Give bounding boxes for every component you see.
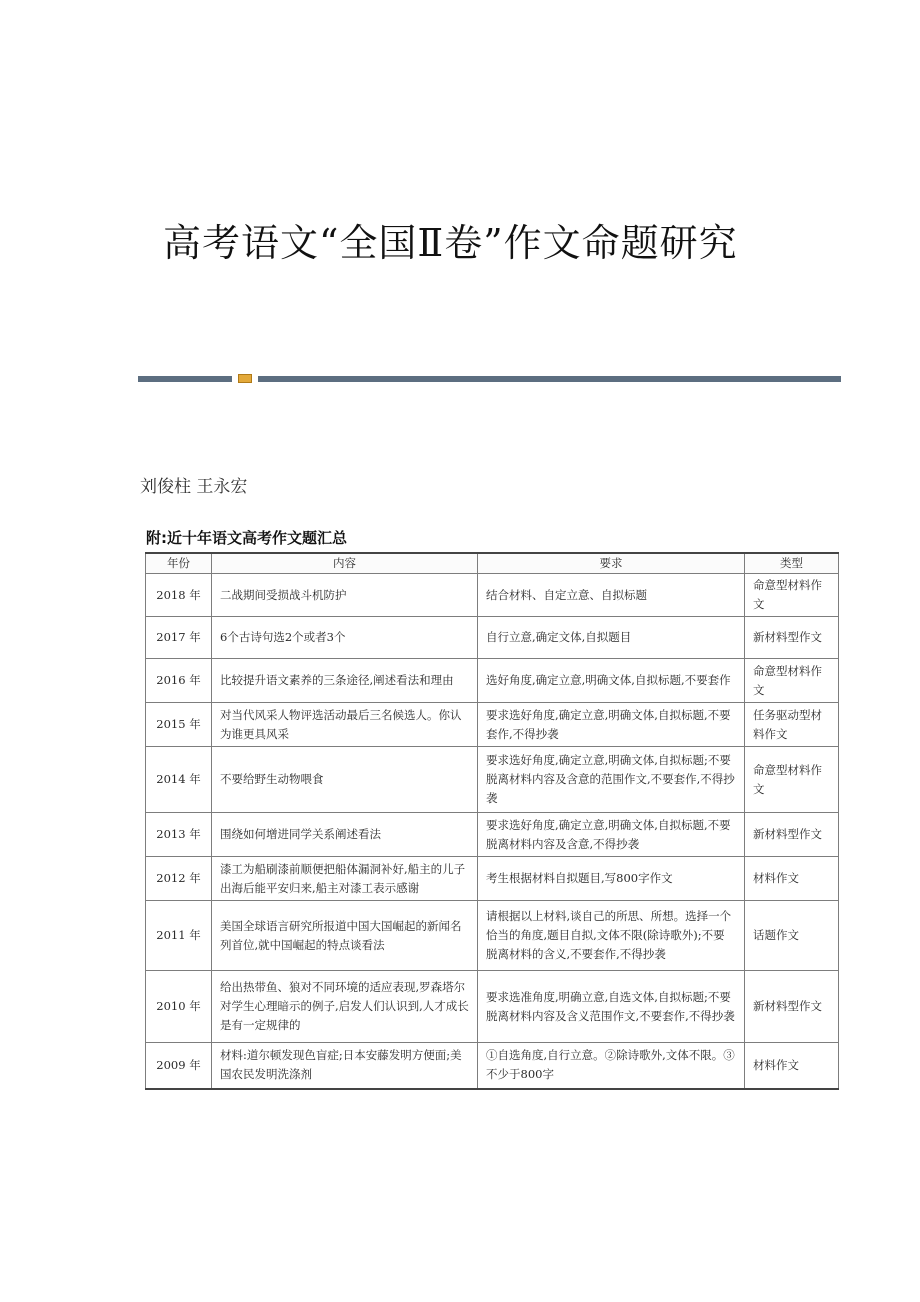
cell-type: 命意型材料作文 — [745, 574, 839, 617]
cell-requirement: 结合材料、自定立意、自拟标题 — [478, 574, 745, 617]
cell-content: 对当代风采人物评选活动最后三名候选人。你认为谁更具风采 — [212, 703, 478, 747]
table-row — [146, 1043, 839, 1089]
header-type: 类型 — [745, 553, 839, 574]
table-row — [146, 703, 839, 747]
table-row — [146, 747, 839, 813]
cell-type: 命意型材料作文 — [745, 747, 839, 813]
cell-year: 2012 年 — [146, 857, 212, 901]
cell-content: 材料:道尔顿发现色盲症;日本安藤发明方便面;美国农民发明洗涤剂 — [212, 1043, 478, 1089]
cell-year: 2011 年 — [146, 901, 212, 971]
cell-requirement: 请根据以上材料,谈自己的所思、所想。选择一个恰当的角度,题目自拟,文体不限(除诗歌外);不要脱离材料的含义,不要套作,不得抄袭 — [478, 901, 745, 971]
table-row — [146, 574, 839, 617]
table-row — [146, 813, 839, 857]
cell-type: 话题作文 — [745, 901, 839, 971]
cell-type: 新材料型作文 — [745, 971, 839, 1043]
cell-year: 2010 年 — [146, 971, 212, 1043]
divider-bar-left — [138, 376, 232, 382]
cell-requirement: 选好角度,确定立意,明确文体,自拟标题,不要套作 — [478, 659, 745, 703]
table-row — [146, 971, 839, 1043]
document-title: 高考语文“全国Ⅱ卷”作文命题研究 — [163, 221, 738, 265]
table-row — [146, 659, 839, 703]
header-requirement: 要求 — [478, 553, 745, 574]
table-row — [146, 617, 839, 659]
table-row — [146, 857, 839, 901]
cell-requirement: 自行立意,确定文体,自拟题目 — [478, 617, 745, 659]
cell-content: 围绕如何增进同学关系阐述看法 — [212, 813, 478, 857]
table-caption: 附:近十年语文高考作文题汇总 — [146, 529, 347, 547]
cell-type: 新材料型作文 — [745, 813, 839, 857]
cell-year: 2009 年 — [146, 1043, 212, 1089]
cell-year: 2013 年 — [146, 813, 212, 857]
title-divider — [138, 374, 841, 384]
cell-year: 2018 年 — [146, 574, 212, 617]
header-year: 年份 — [146, 553, 212, 574]
cell-content: 二战期间受损战斗机防护 — [212, 574, 478, 617]
essay-topics-table — [145, 552, 839, 1090]
cell-requirement: 要求选准角度,明确立意,自选文体,自拟标题;不要脱离材料内容及含义范围作文,不要套作,不得抄袭 — [478, 971, 745, 1043]
cell-year: 2014 年 — [146, 747, 212, 813]
cell-requirement: 考生根据材料自拟题目,写800字作文 — [478, 857, 745, 901]
divider-bar-right — [258, 376, 841, 382]
cell-content: 美国全球语言研究所报道中国大国崛起的新闻名列首位,就中国崛起的特点谈看法 — [212, 901, 478, 971]
cell-requirement: 要求选好角度,确定立意,明确文体,自拟标题,不要套作,不得抄袭 — [478, 703, 745, 747]
cell-type: 材料作文 — [745, 1043, 839, 1089]
cell-year: 2017 年 — [146, 617, 212, 659]
cell-year: 2015 年 — [146, 703, 212, 747]
cell-requirement: 要求选好角度,确定立意,明确文体,自拟标题,不要脱离材料内容及含意,不得抄袭 — [478, 813, 745, 857]
cell-requirement: ①自选角度,自行立意。②除诗歌外,文体不限。③不少于800字 — [478, 1043, 745, 1089]
cell-type: 命意型材料作文 — [745, 659, 839, 703]
cell-type: 材料作文 — [745, 857, 839, 901]
cell-content: 不要给野生动物喂食 — [212, 747, 478, 813]
cell-type: 任务驱动型材料作文 — [745, 703, 839, 747]
authors: 刘俊柱 王永宏 — [140, 477, 248, 497]
header-content: 内容 — [212, 553, 478, 574]
cell-content: 漆工为船刷漆前顺便把船体漏洞补好,船主的儿子出海后能平安归来,船主对漆工表示感谢 — [212, 857, 478, 901]
cell-requirement: 要求选好角度,确定立意,明确文体,自拟标题;不要脱离材料内容及含意的范围作文,不要套作,不得抄袭 — [478, 747, 745, 813]
cell-content: 给出热带鱼、狼对不同环境的适应表现,罗森塔尔对学生心理暗示的例子,启发人们认识到,人才成长是有一定规律的 — [212, 971, 478, 1043]
table-header-row — [146, 553, 839, 574]
table-row — [146, 901, 839, 971]
cell-content: 比较提升语文素养的三条途径,阐述看法和理由 — [212, 659, 478, 703]
cell-content: 6个古诗句选2个或者3个 — [212, 617, 478, 659]
cell-year: 2016 年 — [146, 659, 212, 703]
divider-ornament-icon — [238, 374, 252, 383]
cell-type: 新材料型作文 — [745, 617, 839, 659]
